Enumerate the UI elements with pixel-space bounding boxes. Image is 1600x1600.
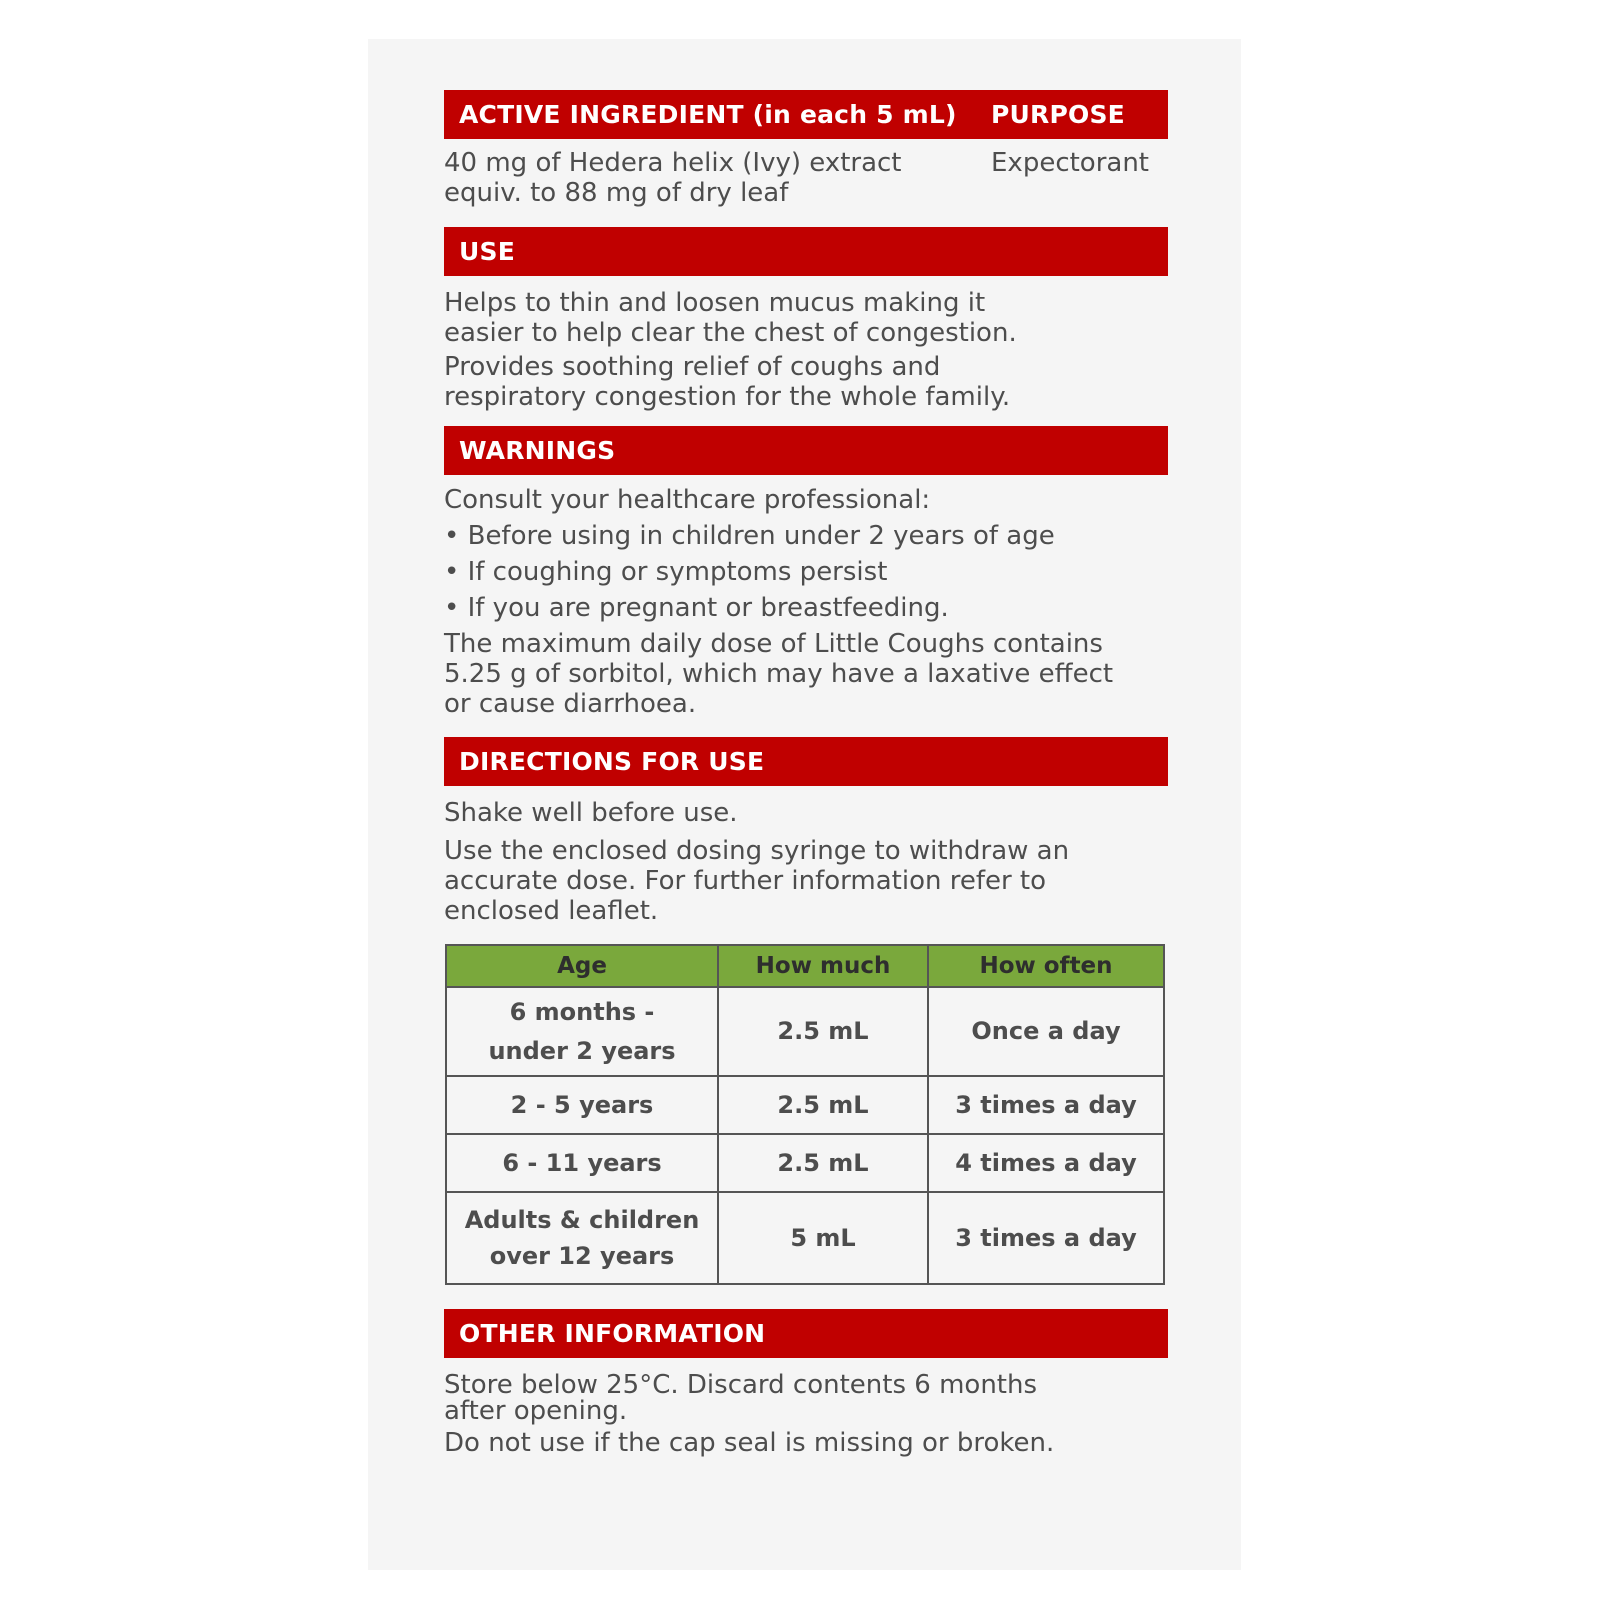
sorbitol-warning (444, 629, 1168, 719)
active-ingredient-row (444, 139, 1168, 227)
warning-bullet: • Before using in children under 2 years of age (444, 521, 1055, 551)
syringe-line: enclosed leaflet. (444, 896, 659, 926)
directions-heading-bar (444, 737, 1168, 786)
warnings-heading: WARNINGS (459, 436, 616, 465)
age-cell (446, 987, 718, 1076)
storage-line: after opening. (444, 1396, 628, 1426)
active-ingredient-heading: ACTIVE INGREDIENT (in each 5 mL) (459, 100, 957, 129)
frequency-cell: Once a day (928, 987, 1164, 1076)
ingredient-line: equiv. to 88 mg of dry leaf (444, 178, 789, 208)
label-content (444, 90, 1168, 1458)
age-cell (446, 1192, 718, 1284)
age-line: over 12 years (489, 1242, 675, 1270)
sorbitol-line: The maximum daily dose of Little Coughs contains (444, 629, 1103, 659)
use-paragraph-2 (444, 352, 1168, 412)
use-paragraph-1 (444, 288, 1168, 348)
dosage-table (445, 944, 1165, 1285)
use-line: Helps to thin and loosen mucus making it (444, 288, 986, 318)
amount-cell: 2.5 mL (718, 987, 928, 1076)
use-line: easier to help clear the chest of congestion. (444, 318, 1017, 348)
frequency-cell: 3 times a day (928, 1076, 1164, 1134)
warnings-heading-bar (444, 426, 1168, 475)
column-header-how-often: How often (928, 945, 1164, 987)
purpose-value: Expectorant (991, 148, 1150, 178)
cap-seal-info: Do not use if the cap seal is missing or broken. (444, 1428, 1055, 1458)
use-heading: USE (459, 237, 515, 266)
directions-heading: DIRECTIONS FOR USE (459, 747, 765, 776)
table-row (446, 1076, 1164, 1134)
use-line: Provides soothing relief of coughs and (444, 352, 941, 382)
purpose-heading: PURPOSE (991, 100, 1125, 129)
table-row (446, 1192, 1164, 1284)
syringe-line: accurate dose. For further information refer to (444, 866, 1047, 896)
active-ingredient-heading-bar (444, 90, 1168, 139)
frequency-cell: 3 times a day (928, 1192, 1164, 1284)
age-cell: 2 - 5 years (446, 1076, 718, 1134)
column-header-age: Age (446, 945, 718, 987)
dosage-table-header-row (446, 945, 1164, 987)
age-line: 6 months - (509, 997, 655, 1026)
shake-instruction: Shake well before use. (444, 798, 738, 828)
warning-bullet: • If coughing or symptoms persist (444, 557, 888, 587)
warning-bullet: • If you are pregnant or breastfeeding. (444, 593, 949, 623)
ingredient-text (444, 148, 964, 208)
use-line: respiratory congestion for the whole family. (444, 382, 1011, 412)
other-information-heading: OTHER INFORMATION (459, 1319, 766, 1348)
amount-cell: 2.5 mL (718, 1076, 928, 1134)
amount-cell: 5 mL (718, 1192, 928, 1284)
ingredient-line: 40 mg of Hedera helix (Ivy) extract (444, 148, 902, 178)
use-heading-bar (444, 227, 1168, 276)
sorbitol-line: 5.25 g of sorbitol, which may have a laxative effect (444, 659, 1114, 689)
storage-info (444, 1372, 1168, 1424)
table-row (446, 1134, 1164, 1192)
label-panel (368, 39, 1241, 1570)
table-row (446, 987, 1164, 1076)
age-line: under 2 years (488, 1036, 676, 1065)
storage-line: Store below 25°C. Discard contents 6 months (444, 1370, 1038, 1400)
sorbitol-line: or cause diarrhoea. (444, 689, 697, 719)
syringe-instruction (444, 836, 1168, 926)
age-cell: 6 - 11 years (446, 1134, 718, 1192)
amount-cell: 2.5 mL (718, 1134, 928, 1192)
column-header-how-much: How much (718, 945, 928, 987)
age-line: Adults & children (464, 1206, 700, 1234)
frequency-cell: 4 times a day (928, 1134, 1164, 1192)
warnings-intro: Consult your healthcare professional: (444, 485, 931, 515)
other-information-heading-bar (444, 1309, 1168, 1358)
syringe-line: Use the enclosed dosing syringe to withdraw an (444, 836, 1070, 866)
